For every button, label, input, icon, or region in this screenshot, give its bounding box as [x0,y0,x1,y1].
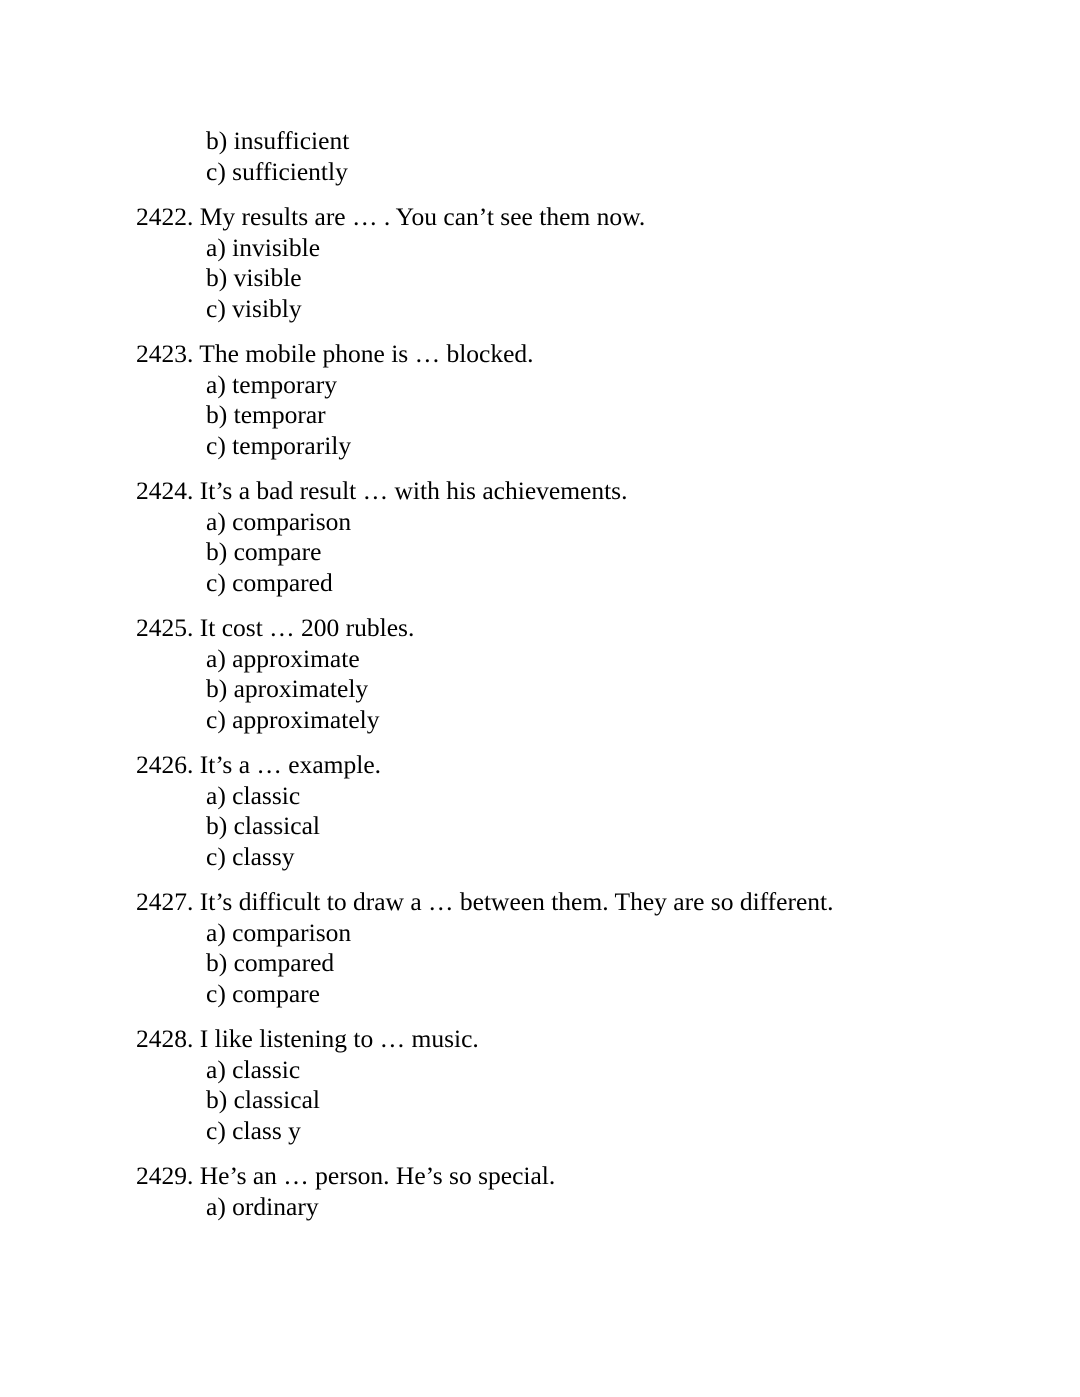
question-2427 [136,887,1036,1009]
option: c) visibly [206,293,302,323]
option: b) classical [206,1085,320,1114]
option: b) aproximately [206,674,369,703]
option: c) compare [206,978,320,1008]
question-stem: 2424. It’s a bad result … with his achievements. [136,476,628,505]
option: b) classical [206,811,320,840]
question-stem: 2423. The mobile phone is … blocked. [136,339,534,368]
option: b) insufficient [206,126,350,155]
option: b) temporar [206,400,326,429]
question-stem: 2425. It cost … 200 rubles. [136,613,415,642]
option: a) classic [206,780,301,810]
option: c) approximately [206,704,380,734]
option: c) compared [206,567,333,597]
question-2423 [136,339,1036,461]
option: a) temporary [206,369,337,399]
question-stem: 2428. I like listening to … music. [136,1024,479,1053]
option: b) visible [206,263,302,292]
question-stem: 2429. He’s an … person. He’s so special. [136,1161,556,1190]
question-2426 [136,750,1036,872]
option: a) approximate [206,643,360,673]
question-stem: 2426. It’s a … example. [136,750,382,779]
question-2425 [136,613,1036,735]
option: b) compare [206,537,322,566]
option: c) class y [206,1115,301,1145]
question-2424 [136,476,1036,598]
option: a) classic [206,1054,301,1084]
option: a) invisible [206,232,321,262]
question-2428 [136,1024,1036,1146]
option: c) classy [206,841,295,871]
option: a) ordinary [206,1191,319,1221]
leading-options [136,126,1036,187]
question-stem: 2427. It’s difficult to draw a … between them. They are so different. [136,887,834,916]
question-stem: 2422. My results are … . You can’t see them now. [136,202,646,231]
option: c) temporarily [206,430,352,460]
question-2429 [136,1161,1036,1222]
option: b) compared [206,948,335,977]
question-list [136,126,1036,1237]
option: c) sufficiently [206,156,348,186]
option: a) comparison [206,506,352,536]
option: a) comparison [206,917,352,947]
question-2422 [136,202,1036,324]
